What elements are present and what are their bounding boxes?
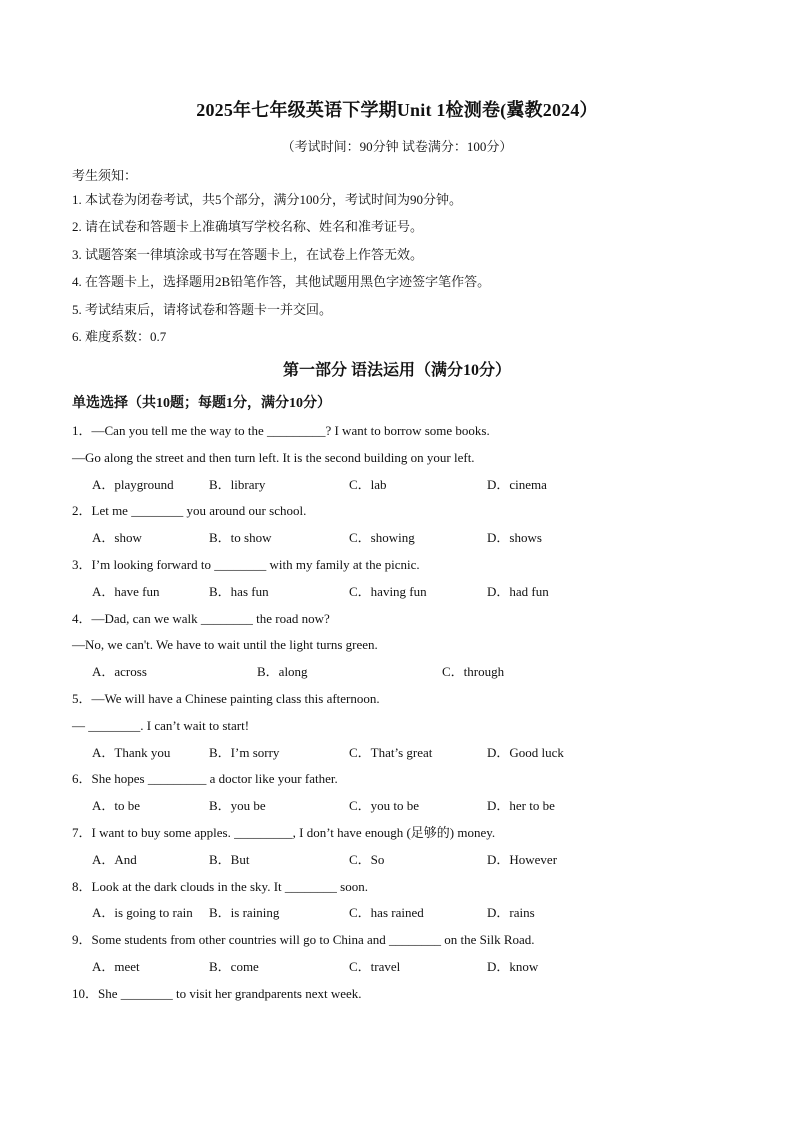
notice-heading: 考生须知： [72,168,138,183]
answer-option: A．meet [92,958,140,974]
question-stem: 6．She hopes _________ a doctor like your father. [72,771,338,787]
answer-option: A．show [92,530,142,546]
answer-option: A．is going to rain [92,905,193,921]
answer-option: D．cinema [487,476,547,492]
question-stem: 5．—We will have a Chinese painting class this afternoon. [72,690,380,706]
answer-option: A．across [92,664,147,680]
option-row [72,905,722,932]
option-row [72,477,722,504]
answer-option: A．And [92,851,137,867]
answer-option: D．shows [487,530,542,546]
answer-option: C．lab [349,476,387,492]
notice-list [72,192,490,356]
question-stem: 8．Look at the dark clouds in the sky. It ________ soon. [72,878,368,894]
option-row [72,852,722,879]
answer-option: C．has rained [349,905,424,921]
answer-option: B．to show [209,530,272,546]
notice-item: 3. 试题答案一律填涂或书写在答题卡上，在试卷上作答无效。 [72,246,424,262]
answer-option: C．having fun [349,583,427,599]
answer-option: C．So [349,851,385,867]
answer-option: D．her to be [487,798,555,814]
option-row [72,959,722,986]
part-title: 单选选择（共10题；每题1分，满分10分） [72,396,331,411]
answer-option: B．come [209,958,259,974]
option-row [72,530,722,557]
section-title: 第一部分 语法运用（满分10分） [282,362,511,379]
option-row [72,584,722,611]
question-stem: 7．I want to buy some apples. _________, I don’t have enough (足够的) money. [72,824,496,840]
answer-option: D．Good luck [487,744,564,760]
answer-option: B．along [257,664,308,680]
answer-option: C．through [442,664,505,680]
notice-item: 5. 考试结束后，请将试卷和答题卡一并交回。 [72,301,333,317]
question-list [72,423,722,1013]
question-stem: 3．I’m looking forward to ________ with my family at the picnic. [72,556,420,572]
answer-option: A．Thank you [92,744,171,760]
question-stem: 9．Some students from other countries will go to China and ________ on the Silk Road. [72,932,535,948]
page-title: 2025年七年级英语下学期Unit 1检测卷(冀教2024） [196,100,598,120]
answer-option: D．had fun [487,583,549,599]
question-reply: —No, we can't. We have to wait until the light turns green. [72,637,378,653]
option-row [72,745,722,772]
answer-option: B．But [209,851,250,867]
answer-option: A．to be [92,798,141,814]
answer-option: C．showing [349,530,415,546]
answer-option: B．is raining [209,905,280,921]
answer-option: A．have fun [92,583,160,599]
answer-option: D．rains [487,905,535,921]
question-reply: — ________. I can’t wait to start! [72,717,250,733]
option-row [72,664,722,691]
question-reply: —Go along the street and then turn left. It is the second building on your left. [72,449,475,465]
answer-option: D．However [487,851,558,867]
answer-option: B．I’m sorry [209,744,280,760]
notice-item: 2. 请在试卷和答题卡上准确填写学校名称、姓名和准考证号。 [72,219,424,235]
answer-option: B．library [209,476,266,492]
question-stem: 10．She ________ to visit her grandparents next week. [72,985,362,1001]
notice-item: 4. 在答题卡上，选择题用2B铅笔作答，其他试题用黑色字迹签字笔作答。 [72,274,491,290]
question-stem: 4．—Dad, can we walk ________ the road now? [72,610,330,626]
notice-item: 6. 难度系数：0.7 [72,328,167,344]
answer-option: C．travel [349,958,401,974]
answer-option: C．you to be [349,798,420,814]
answer-option: B．has fun [209,583,269,599]
answer-option: C．That’s great [349,744,433,760]
notice-item: 1. 本试卷为闭卷考试，共5个部分，满分100分，考试时间为90分钟。 [72,192,463,207]
question-stem: 1．—Can you tell me the way to the _________? I want to borrow some books. [72,423,490,438]
question-stem: 2．Let me ________ you around our school. [72,503,307,519]
answer-option: D．know [487,958,539,974]
answer-option: B．you be [209,798,266,814]
answer-option: A．playground [92,476,174,492]
exam-info: （考试时间：90分钟 试卷满分：100分） [281,139,513,154]
option-row [72,798,722,825]
